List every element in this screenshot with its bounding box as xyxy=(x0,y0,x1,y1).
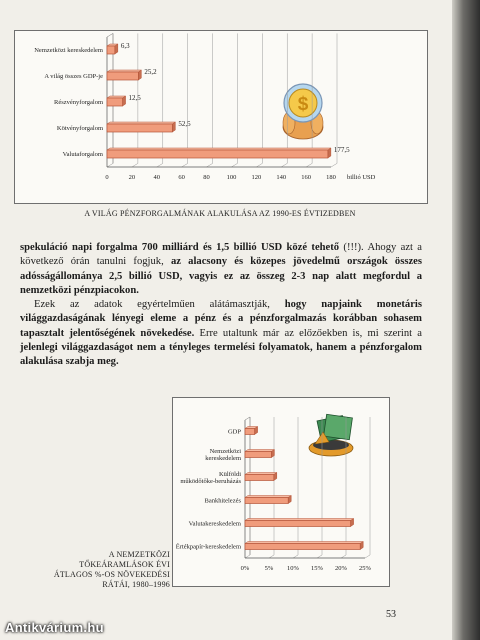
bar xyxy=(245,429,255,435)
x-tick-label: 0% xyxy=(240,565,250,572)
bar xyxy=(107,98,123,106)
x-tick-label: 0 xyxy=(105,174,109,181)
x-tick-label: 60 xyxy=(178,174,185,181)
bar-side xyxy=(172,122,175,132)
bar-side xyxy=(123,96,126,106)
x-tick-label: 20 xyxy=(128,174,136,181)
chart2-caption-line: RÁTÁI, 1980–1996 xyxy=(102,580,170,589)
capital-flow-growth-chart xyxy=(172,397,390,587)
bar-side xyxy=(328,148,331,158)
bar xyxy=(245,521,351,527)
body-text xyxy=(20,241,422,370)
bar-side xyxy=(115,44,118,54)
chart1-svg xyxy=(15,31,427,203)
paragraph-1 xyxy=(20,241,422,298)
grid-line xyxy=(365,555,370,558)
category-label: Kötvényforgalom xyxy=(56,125,103,132)
p1-run-2: (!!!). Ahogy azt a következő órán tanulni fogjuk, xyxy=(20,242,423,268)
grid-line xyxy=(157,163,163,167)
bar-side xyxy=(138,70,141,80)
chart2-svg xyxy=(173,398,389,586)
grid-line xyxy=(107,163,113,167)
axis-depth xyxy=(107,33,113,37)
category-label: Valutaforgalom xyxy=(62,151,103,158)
bar xyxy=(107,72,138,80)
bar xyxy=(107,46,115,54)
p1-run-3: az alacsony és közepes jövedelmű országok összes adósságállománya 2,5 billió USD, vagyis ez az összeg 2-3 nap alatt megfordul a nemzetközi pénzpiacokon. xyxy=(20,256,423,296)
money-stack-icon xyxy=(309,414,353,456)
category-label: Részvényforgalom xyxy=(54,99,103,106)
value-label: 6,3 xyxy=(120,42,130,50)
x-tick-label: 140 xyxy=(276,174,287,181)
grid-line xyxy=(306,163,312,167)
bar xyxy=(245,544,360,550)
x-tick-label: 5% xyxy=(264,565,274,572)
bar xyxy=(107,124,172,132)
grid-line xyxy=(317,555,322,558)
grid-line xyxy=(256,163,262,167)
grid-line xyxy=(132,163,138,167)
grid-line xyxy=(245,555,250,558)
dollar-coin-hands-icon xyxy=(283,84,323,139)
grid-line xyxy=(331,163,337,167)
watermark-logo: Antikvárium.hu xyxy=(5,620,104,635)
value-label: 12,5 xyxy=(128,94,141,102)
category-label: Nemzetközi kereskedelem xyxy=(34,47,103,54)
category-label: Nemzetközi xyxy=(209,448,241,455)
book-spine xyxy=(452,0,480,640)
category-label: Külföldi xyxy=(218,471,241,478)
x-tick-label: 100 xyxy=(226,174,237,181)
x-tick-label: 20% xyxy=(335,565,347,572)
x-axis-label: billió USD xyxy=(347,174,376,181)
grid-line xyxy=(207,163,213,167)
grid-line xyxy=(231,163,237,167)
chart2-caption xyxy=(46,550,170,590)
category-label: Értékpapír-kereskedelem xyxy=(175,543,241,551)
world-money-flow-chart xyxy=(14,30,428,204)
category-label: működőtőke-beruházás xyxy=(180,478,241,485)
bar xyxy=(107,150,328,158)
value-label: 25,2 xyxy=(144,68,157,76)
paragraph-2 xyxy=(20,298,422,369)
p2-run-2: hogy napjaink monetáris világgazdaságának lényegi eleme a pénz és a pénzforgalmazás korábban sohasem tapasztalt jelentőségének növekedése. xyxy=(20,299,422,339)
grid-line xyxy=(182,163,188,167)
grid-line xyxy=(293,555,298,558)
bar xyxy=(245,498,288,504)
x-tick-label: 180 xyxy=(326,174,336,181)
grid-line xyxy=(269,555,274,558)
grid-line xyxy=(281,163,287,167)
svg-text:$: $ xyxy=(297,94,309,115)
p2-run-4: jelenlegi világgazdaságot nem a tényleges termelési folyamatok, hanem a pénzforgalom alakulása szabja meg. xyxy=(20,342,422,368)
chart2-caption-line: A NEMZETKÖZI xyxy=(108,550,170,559)
grid-line xyxy=(341,555,346,558)
axis-depth xyxy=(245,417,250,420)
category-label: Bankhitelezés xyxy=(204,497,241,505)
x-tick-label: 160 xyxy=(301,174,311,181)
x-tick-label: 40 xyxy=(153,174,161,181)
p1-run-1: spekuláció napi forgalma 700 milliárd és 1,5 billió USD közé tehető xyxy=(20,242,340,253)
chart2-caption-line: TŐKEÁRAMLÁSOK ÉVI xyxy=(79,560,170,569)
x-tick-label: 80 xyxy=(203,174,210,181)
chart2-caption-line: ÁTLAGOS %-OS NÖVEKEDÉSI xyxy=(53,570,170,579)
x-tick-label: 15% xyxy=(311,565,323,572)
x-tick-label: 10% xyxy=(287,565,299,572)
x-tick-label: 25% xyxy=(359,565,371,572)
bar xyxy=(245,475,274,481)
value-label: 52,5 xyxy=(178,120,191,128)
category-label: A világ összes GDP-je xyxy=(44,73,103,80)
category-label: GDP xyxy=(227,428,241,436)
page-number: 53 xyxy=(386,609,396,620)
p2-run-3: Erre utaltunk már az előzőekben is, mi szerint a xyxy=(194,327,423,339)
value-label: 177,5 xyxy=(333,146,350,154)
p2-run-1: Ezek az adatok egyértelműen alátámasztják, xyxy=(34,299,285,311)
bar xyxy=(245,452,271,458)
chart1-caption: A VILÁG PÉNZFORGALMÁNAK ALAKULÁSA AZ 1990-ES ÉVTIZEDBEN xyxy=(84,209,356,218)
category-label: kereskedelem xyxy=(205,455,241,462)
x-tick-label: 120 xyxy=(251,174,262,181)
category-label: Valutakereskedelem xyxy=(188,520,241,528)
